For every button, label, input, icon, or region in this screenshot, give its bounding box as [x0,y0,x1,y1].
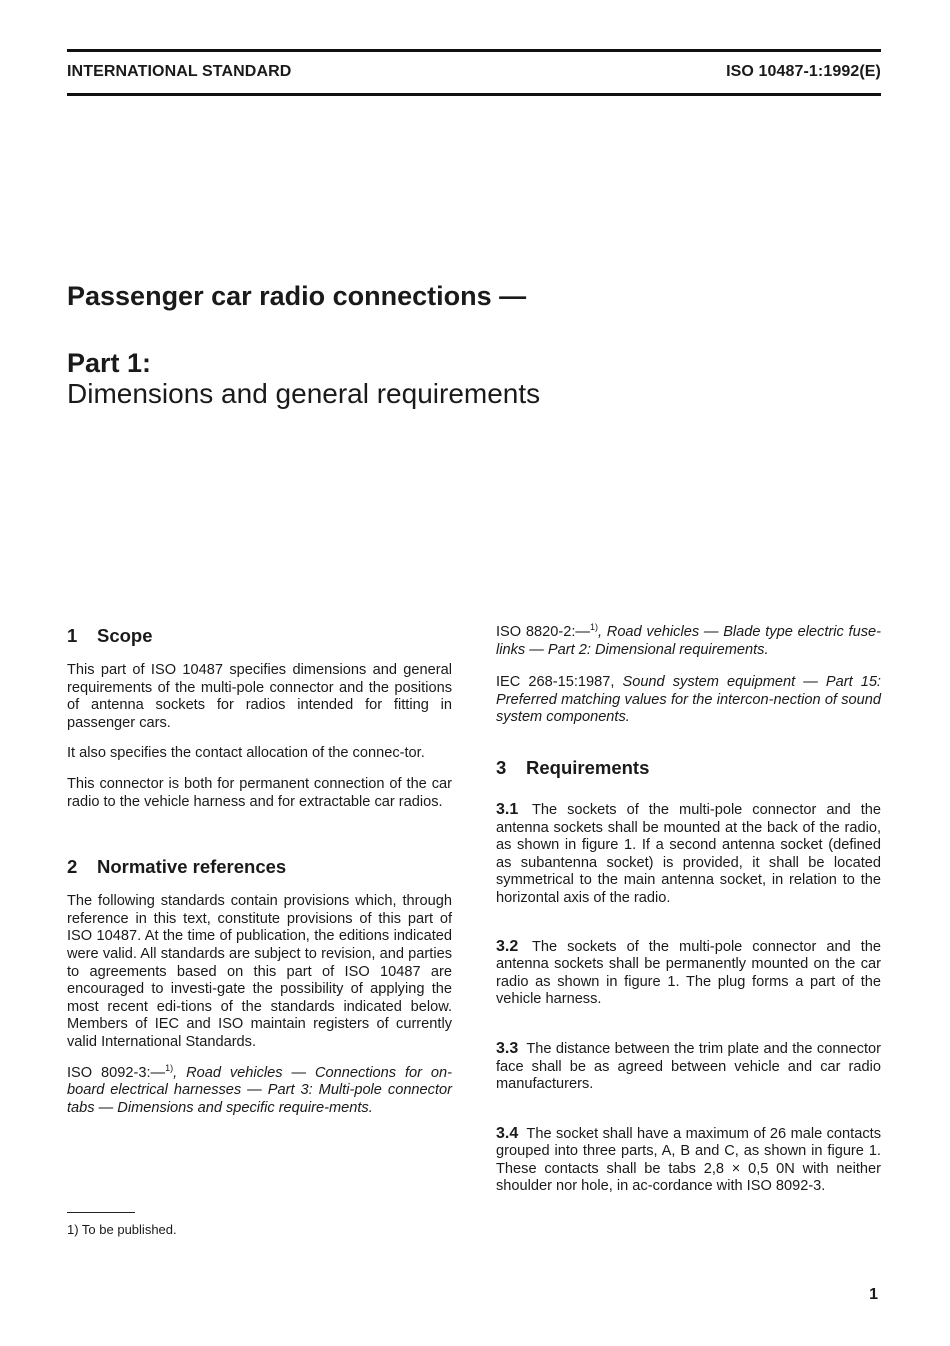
left-column [67,625,452,1117]
clause-number: 3.2 [496,937,519,955]
scope-paragraph-3: This connector is both for permanent connection of the car radio to the vehicle harness and for extractable car radios. [67,775,452,810]
normative-heading [67,856,452,878]
scope-paragraph-2: It also specifies the contact allocation of the connec-tor. [67,745,425,762]
clause-3-1 [496,801,881,908]
scope-title: Scope [97,625,153,646]
reference-iec-268-15 [496,674,881,727]
scope-heading [67,625,452,647]
right-column [496,624,881,1196]
footnote-rule [67,1212,135,1213]
part-subtitle: Dimensions and general requirements [67,378,541,409]
requirements-title: Requirements [526,756,650,778]
reference-title: , Road vehicles — Blade type electric fuse-links — Part 2: Dimensional requirements. [496,624,881,658]
reference-code: IEC 268-15:1987, [496,674,615,691]
footnote-marker: 1) [165,1062,174,1073]
reference-code: ISO 8820-2:— [496,624,590,640]
reference-title: , Road vehicles — Connections for on-board electrical harnesses — Part 3: Multi-pole connector tabs — Dimensions and specific require-ments. [67,1064,452,1116]
footnote-marker: 1) [589,622,598,633]
normative-paragraph: The following standards contain provisions which, through reference in this text, constitute provisions of this part of ISO 10487. At the time of publication, the editions indicated were valid. All standards are subject to revision, and parties to agreements based on this part of ISO 10487 are encouraged to investi-gate the possibility of applying the most recent edi-tions of the standards indicated below. Members of IEC and ISO maintain registers of currently valid International Standards. [67,893,452,1050]
scope-number: 1 [67,625,78,646]
clause-number: 3.3 [496,1039,519,1057]
page-number: 1 [869,1286,878,1303]
reference-iso-8092-3 [67,1062,452,1118]
reference-title: Sound system equipment — Part 15: Preferred matching values for the intercon-nection of sound system components. [496,674,881,726]
reference-iso-8820-2 [496,624,881,659]
clause-number: 3.4 [496,1124,519,1142]
header-top-rule [67,49,881,52]
scope-paragraph-1: This part of ISO 10487 specifies dimensions and general requirements of the multi-pole connector and the positions of antenna sockets for radios intended for fitting in passenger cars. [67,662,452,731]
header-document-number: ISO 10487-1:1992(E) [726,63,881,80]
normative-number: 2 [67,856,78,878]
clause-number: 3.1 [496,800,519,818]
document-title: Passenger car radio connections — [67,281,527,311]
normative-title: Normative references [97,856,287,878]
clause-3-4 [496,1125,881,1196]
requirements-heading [496,757,881,779]
reference-code: ISO 8092-3:— [67,1064,166,1081]
clause-text: The sockets of the multi-pole connector and the antenna sockets shall be permanently mounted on the car radio as shown in figure 1. The plug forms a part of the vehicle harness. [496,938,881,1008]
clause-text: The socket shall have a maximum of 26 male contacts grouped into three parts, A, B and C, as shown in figure 1. These contacts shall be tabs 2,8 × 0,5 0N with neither shoulder nor hole, in ac-cordance with ISO 8092-3. [496,1125,881,1195]
header-standard-label: INTERNATIONAL STANDARD [67,63,292,80]
footnote: 1) To be published. [67,1222,177,1237]
clause-3-2 [496,938,881,1009]
clause-text: The sockets of the multi-pole connector and the antenna sockets shall be mounted at the back of the radio, as shown in figure 1. If a second antenna socket (defined as subantenna socket) is provided, it shall be located symmetrical to the main antenna socket, in relation to the horizontal axis of the radio. [496,801,881,906]
requirements-number: 3 [496,756,507,778]
header-bottom-rule [67,93,881,96]
part-label: Part 1: [67,348,152,378]
clause-3-3 [496,1040,881,1094]
clause-text: The distance between the trim plate and the connector face shall be as agreed between vehicle and car radio manufacturers. [496,1040,881,1093]
